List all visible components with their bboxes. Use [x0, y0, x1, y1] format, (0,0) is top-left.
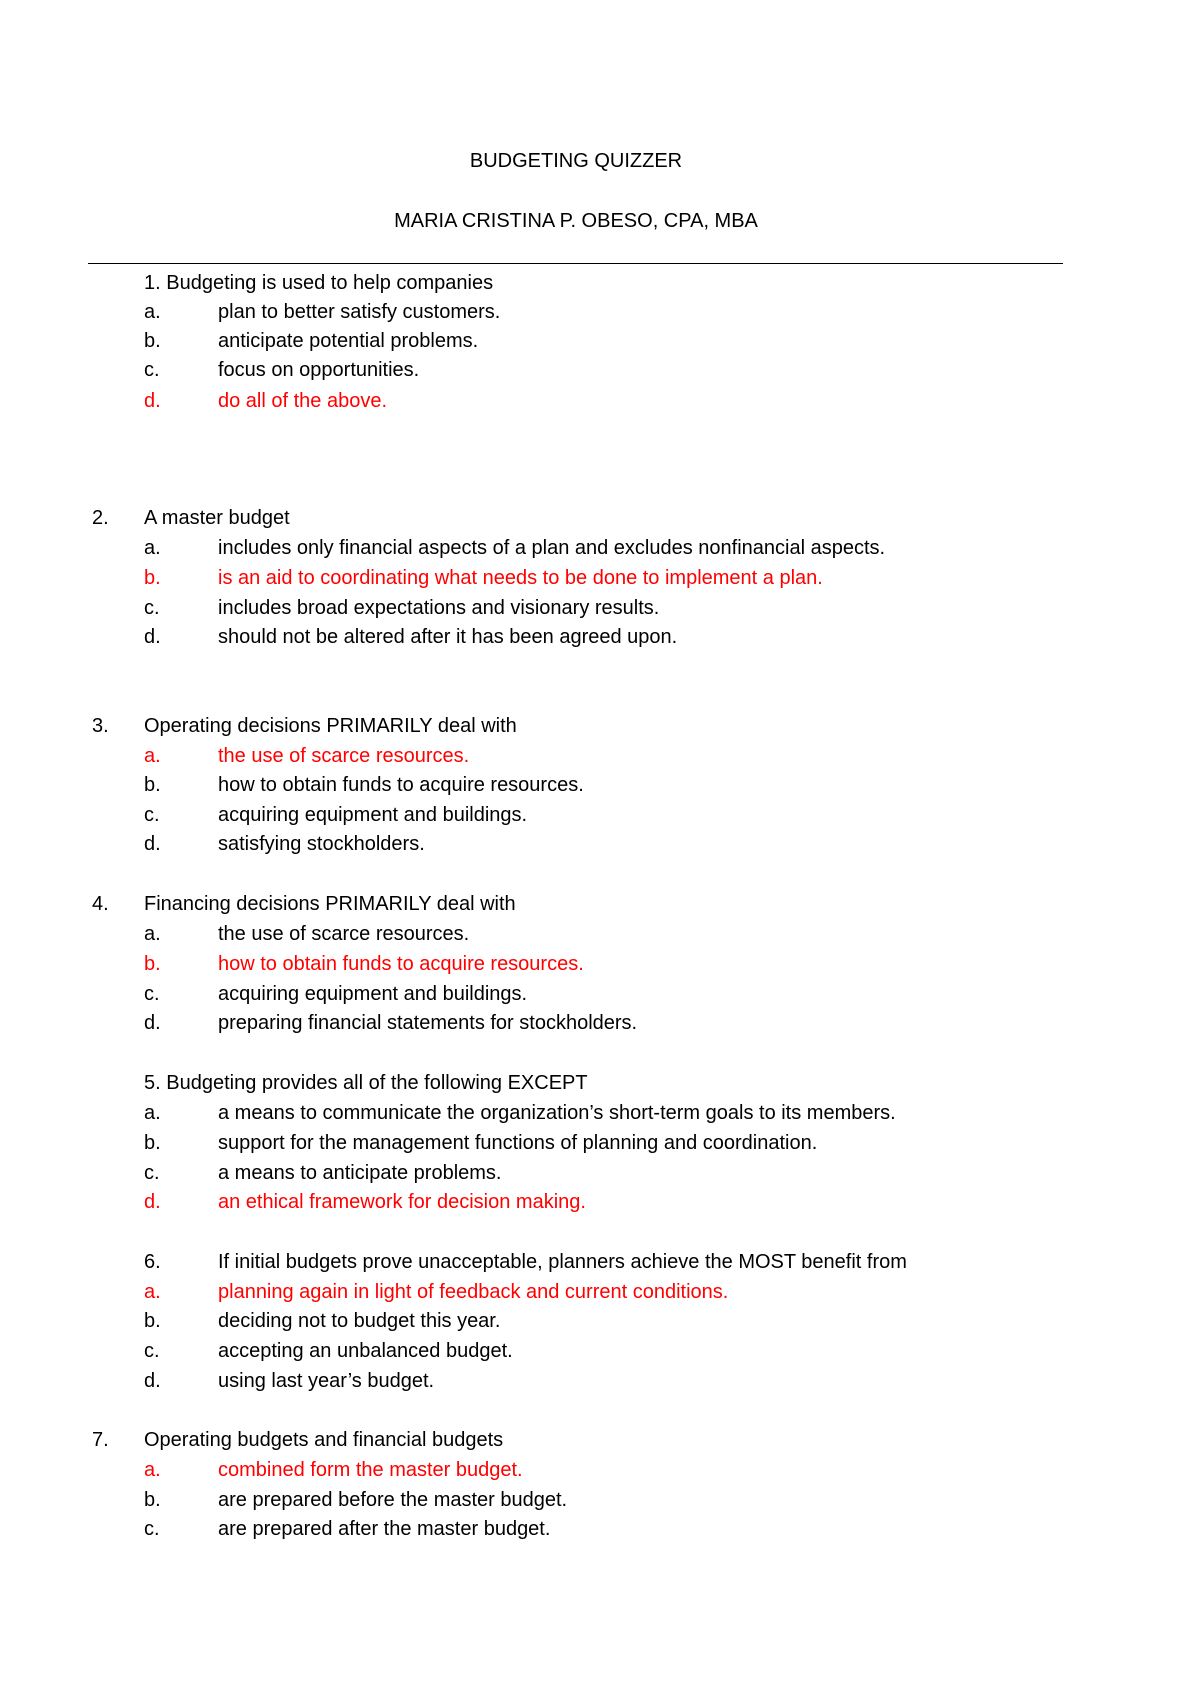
option-letter: a.	[144, 301, 161, 323]
option-letter: c.	[144, 1162, 160, 1184]
question-text: 5. Budgeting provides all of the following EXCEPT	[144, 1072, 588, 1094]
option-text: plan to better satisfy customers.	[218, 301, 501, 323]
option-text: deciding not to budget this year.	[218, 1310, 501, 1332]
option-letter: b.	[144, 330, 161, 352]
option-letter: c.	[144, 1340, 160, 1362]
answer-letter: d.	[144, 390, 161, 412]
question-text: If initial budgets prove unacceptable, planners achieve the MOST benefit from	[218, 1251, 907, 1273]
option-letter: a.	[144, 1102, 161, 1124]
option-letter: d.	[144, 1370, 161, 1392]
option-letter: d.	[144, 626, 161, 648]
question-number: 3.	[92, 715, 109, 737]
option-text: support for the management functions of planning and coordination.	[218, 1132, 818, 1154]
option-text: a means to communicate the organization’s short-term goals to its members.	[218, 1102, 896, 1124]
answer-letter: a.	[144, 1281, 161, 1303]
question-number: 7.	[92, 1429, 109, 1451]
option-text: acquiring equipment and buildings.	[218, 804, 528, 826]
answer-text: is an aid to coordinating what needs to be done to implement a plan.	[218, 567, 823, 589]
question-number: 2.	[92, 507, 109, 529]
answer-text: do all of the above.	[218, 390, 388, 412]
option-text: a means to anticipate problems.	[218, 1162, 502, 1184]
option-text: the use of scarce resources.	[218, 923, 470, 945]
option-text: focus on opportunities.	[218, 359, 420, 381]
option-text: includes only financial aspects of a plan and excludes nonfinancial aspects.	[218, 537, 886, 559]
option-letter: b.	[144, 1489, 161, 1511]
author-line: MARIA CRISTINA P. OBESO, CPA, MBA	[394, 210, 758, 232]
option-text: acquiring equipment and buildings.	[218, 983, 528, 1005]
question-text: 1. Budgeting is used to help companies	[144, 272, 494, 294]
answer-letter: b.	[144, 953, 161, 975]
answer-text: planning again in light of feedback and current conditions.	[218, 1281, 729, 1303]
answer-text: an ethical framework for decision making.	[218, 1191, 586, 1213]
option-text: anticipate potential problems.	[218, 330, 479, 352]
option-text: accepting an unbalanced budget.	[218, 1340, 513, 1362]
header-divider	[88, 263, 1063, 264]
option-letter: d.	[144, 833, 161, 855]
option-text: using last year’s budget.	[218, 1370, 435, 1392]
question-text: A master budget	[144, 507, 290, 529]
option-letter: c.	[144, 804, 160, 826]
option-letter: a.	[144, 537, 161, 559]
option-letter: c.	[144, 359, 160, 381]
question-number: 6.	[144, 1251, 161, 1273]
option-letter: b.	[144, 774, 161, 796]
option-text: preparing financial statements for stockholders.	[218, 1012, 638, 1034]
option-text: satisfying stockholders.	[218, 833, 425, 855]
question-number: 4.	[92, 893, 109, 915]
question-text: Operating decisions PRIMARILY deal with	[144, 715, 517, 737]
option-letter: a.	[144, 923, 161, 945]
page-title: BUDGETING QUIZZER	[469, 150, 683, 172]
option-text: includes broad expectations and visionary results.	[218, 597, 660, 619]
option-text: should not be altered after it has been agreed upon.	[218, 626, 678, 648]
question-text: Operating budgets and financial budgets	[144, 1429, 504, 1451]
option-letter: b.	[144, 1132, 161, 1154]
option-text: are prepared before the master budget.	[218, 1489, 568, 1511]
option-text: how to obtain funds to acquire resources.	[218, 774, 584, 796]
option-letter: c.	[144, 597, 160, 619]
option-letter: d.	[144, 1012, 161, 1034]
question-text: Financing decisions PRIMARILY deal with	[144, 893, 516, 915]
option-letter: c.	[144, 983, 160, 1005]
answer-letter: a.	[144, 1459, 161, 1481]
answer-letter: d.	[144, 1191, 161, 1213]
answer-letter: a.	[144, 745, 161, 767]
option-text: are prepared after the master budget.	[218, 1518, 551, 1540]
option-letter: c.	[144, 1518, 160, 1540]
answer-letter: b.	[144, 567, 161, 589]
answer-text: how to obtain funds to acquire resources.	[218, 953, 584, 975]
option-letter: b.	[144, 1310, 161, 1332]
answer-text: the use of scarce resources.	[218, 745, 470, 767]
answer-text: combined form the master budget.	[218, 1459, 523, 1481]
